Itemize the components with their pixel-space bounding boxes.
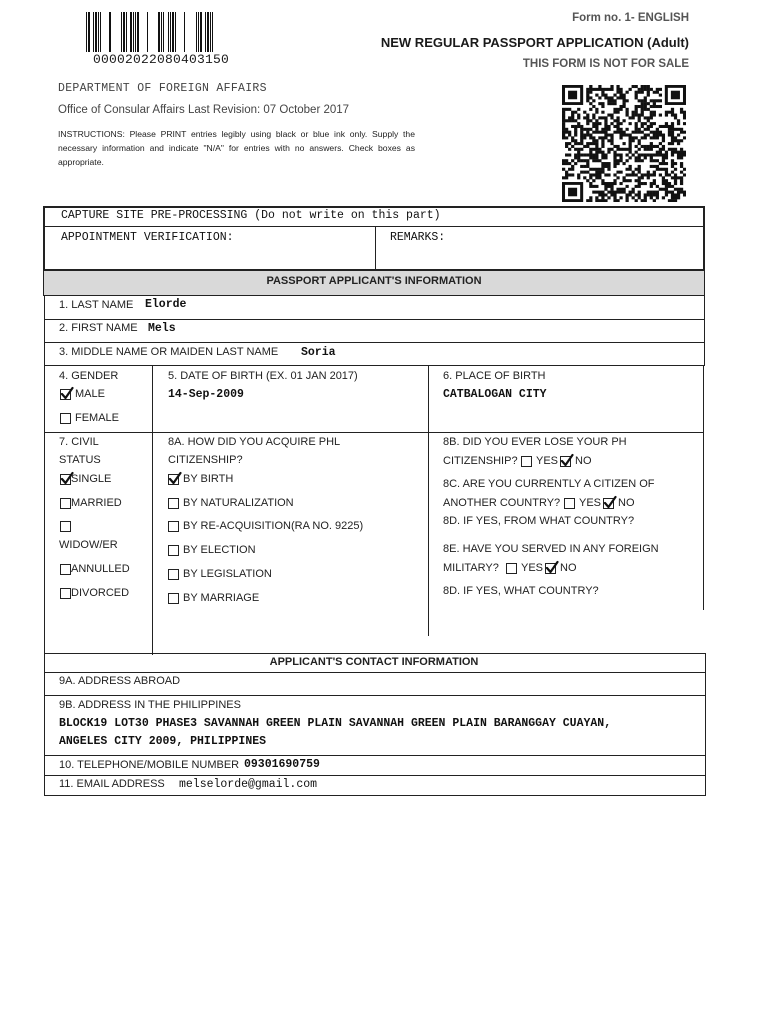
citizenship-checkbox-legislation[interactable] bbox=[168, 569, 179, 580]
phone-value: 09301690759 bbox=[244, 758, 320, 771]
first-name-label: 2. FIRST NAME bbox=[59, 322, 138, 334]
q8c-label-2: ANOTHER COUNTRY? bbox=[443, 497, 561, 509]
q8b-label-1: 8B. DID YOU EVER LOSE YOUR PH bbox=[443, 436, 627, 448]
q8e-label-2: MILITARY? bbox=[443, 562, 499, 574]
civil-option-annulled: ANNULLED bbox=[71, 563, 130, 575]
q8e-yes-checkbox[interactable] bbox=[506, 563, 517, 574]
address-abroad-label: 9A. ADDRESS ABROAD bbox=[59, 675, 181, 687]
q8c-label-1: 8C. ARE YOU CURRENTLY A CITIZEN OF bbox=[443, 478, 655, 490]
gender-option-female: FEMALE bbox=[75, 412, 120, 424]
q8c-yes-checkbox[interactable] bbox=[564, 498, 575, 509]
middle-name-label: 3. MIDDLE NAME OR MAIDEN LAST NAME bbox=[59, 346, 279, 358]
form-number: Form no. 1- ENGLISH bbox=[572, 12, 689, 24]
q8e-yes-label: YES bbox=[521, 562, 544, 574]
q8b-no-checkbox[interactable] bbox=[560, 456, 571, 467]
q8c-yes-label: YES bbox=[579, 497, 602, 509]
contact-section-title: APPLICANT'S CONTACT INFORMATION bbox=[269, 656, 479, 668]
remarks-label: REMARKS: bbox=[390, 231, 446, 244]
phone-label: 10. TELEPHONE/MOBILE NUMBER bbox=[59, 759, 240, 771]
q8d2-label: 8D. IF YES, WHAT COUNTRY? bbox=[443, 585, 599, 597]
citizenship-option-marriage: BY MARRIAGE bbox=[183, 592, 260, 604]
applicant-section-title: PASSPORT APPLICANT'S INFORMATION bbox=[266, 275, 482, 287]
citizenship-label-1: 8A. HOW DID YOU ACQUIRE PHL bbox=[168, 436, 341, 448]
email-value: melselorde@gmail.com bbox=[179, 778, 318, 791]
gender-option-male: MALE bbox=[75, 388, 105, 400]
not-for-sale-notice: THIS FORM IS NOT FOR SALE bbox=[522, 58, 689, 70]
civil-status-label-1: 7. CIVIL bbox=[59, 436, 99, 448]
office-revision: Office of Consular Affairs Last Revision: 07 October 2017 bbox=[58, 104, 350, 116]
citizenship-option-naturalization: BY NATURALIZATION bbox=[183, 497, 294, 509]
last-name-value: Elorde bbox=[145, 298, 187, 311]
civil-checkbox-widower[interactable] bbox=[60, 521, 71, 532]
qr-code bbox=[562, 85, 686, 202]
civil-option-married: MARRIED bbox=[71, 497, 122, 509]
barcode-number: 00002022080403150 bbox=[93, 52, 230, 67]
address-ph-line-1: BLOCK19 LOT30 PHASE3 SAVANNAH GREEN PLAIN SAVANNAH GREEN PLAIN BARANGGAY CUAYAN, bbox=[59, 717, 612, 730]
appointment-verification-label: APPOINTMENT VERIFICATION: bbox=[61, 231, 234, 244]
citizenship-checkbox-reacquisition[interactable] bbox=[168, 521, 179, 532]
citizenship-checkbox-election[interactable] bbox=[168, 545, 179, 556]
gender-label: 4. GENDER bbox=[59, 370, 119, 382]
q8e-no-checkbox[interactable] bbox=[545, 563, 556, 574]
gender-checkbox-male[interactable] bbox=[60, 389, 71, 400]
gender-checkbox-female[interactable] bbox=[60, 413, 71, 424]
barcode bbox=[86, 12, 222, 52]
citizenship-option-birth: BY BIRTH bbox=[183, 473, 234, 485]
q8c-no-label: NO bbox=[618, 497, 635, 509]
civil-checkbox-divorced[interactable] bbox=[60, 588, 71, 599]
q8b-no-label: NO bbox=[575, 455, 592, 467]
q8b-yes-checkbox[interactable] bbox=[521, 456, 532, 467]
q8c-no-checkbox[interactable] bbox=[603, 498, 614, 509]
civil-checkbox-married[interactable] bbox=[60, 498, 71, 509]
citizenship-option-legislation: BY LEGISLATION bbox=[183, 568, 272, 580]
q8d-label: 8D. IF YES, FROM WHAT COUNTRY? bbox=[443, 515, 635, 527]
middle-name-value: Soria bbox=[301, 346, 336, 359]
address-ph-label: 9B. ADDRESS IN THE PHILIPPINES bbox=[59, 699, 241, 711]
email-label: 11. EMAIL ADDRESS bbox=[59, 778, 165, 790]
pob-value: CATBALOGAN CITY bbox=[443, 388, 547, 401]
capture-site-title: CAPTURE SITE PRE-PROCESSING (Do not write on this part) bbox=[61, 209, 441, 222]
citizenship-label-2: CITIZENSHIP? bbox=[168, 454, 243, 466]
q8b-yes-label: YES bbox=[536, 455, 559, 467]
q8e-label-1: 8E. HAVE YOU SERVED IN ANY FOREIGN bbox=[443, 543, 659, 555]
civil-option-single: SINGLE bbox=[71, 473, 112, 485]
last-name-label: 1. LAST NAME bbox=[59, 299, 134, 311]
q8e-no-label: NO bbox=[560, 562, 577, 574]
civil-checkbox-single[interactable] bbox=[60, 474, 71, 485]
q8b-label-2: CITIZENSHIP? bbox=[443, 455, 518, 467]
instructions: INSTRUCTIONS: Please PRINT entries legibly using black or blue ink only. Supply the necessary information and indicate "N/A" for entries with no answers. Check boxes as appropriate. bbox=[58, 129, 415, 167]
first-name-value: Mels bbox=[148, 322, 176, 335]
citizenship-checkbox-marriage[interactable] bbox=[168, 593, 179, 604]
pob-label: 6. PLACE OF BIRTH bbox=[443, 370, 546, 382]
citizenship-option-reacquisition: BY RE-ACQUISITION(RA NO. 9225) bbox=[183, 520, 364, 532]
dob-value: 14-Sep-2009 bbox=[168, 388, 244, 401]
dob-label: 5. DATE OF BIRTH (EX. 01 JAN 2017) bbox=[168, 370, 358, 382]
department-name: DEPARTMENT OF FOREIGN AFFAIRS bbox=[58, 82, 267, 95]
civil-option-divorced: DIVORCED bbox=[71, 587, 130, 599]
citizenship-checkbox-naturalization[interactable] bbox=[168, 498, 179, 509]
citizenship-checkbox-birth[interactable] bbox=[168, 474, 179, 485]
address-ph-line-2: ANGELES CITY 2009, PHILIPPINES bbox=[59, 735, 267, 748]
civil-checkbox-annulled[interactable] bbox=[60, 564, 71, 575]
form-title: NEW REGULAR PASSPORT APPLICATION (Adult) bbox=[380, 35, 689, 50]
civil-status-label-2: STATUS bbox=[59, 454, 101, 466]
civil-option-widower: WIDOW/ER bbox=[59, 539, 118, 551]
citizenship-option-election: BY ELECTION bbox=[183, 544, 256, 556]
